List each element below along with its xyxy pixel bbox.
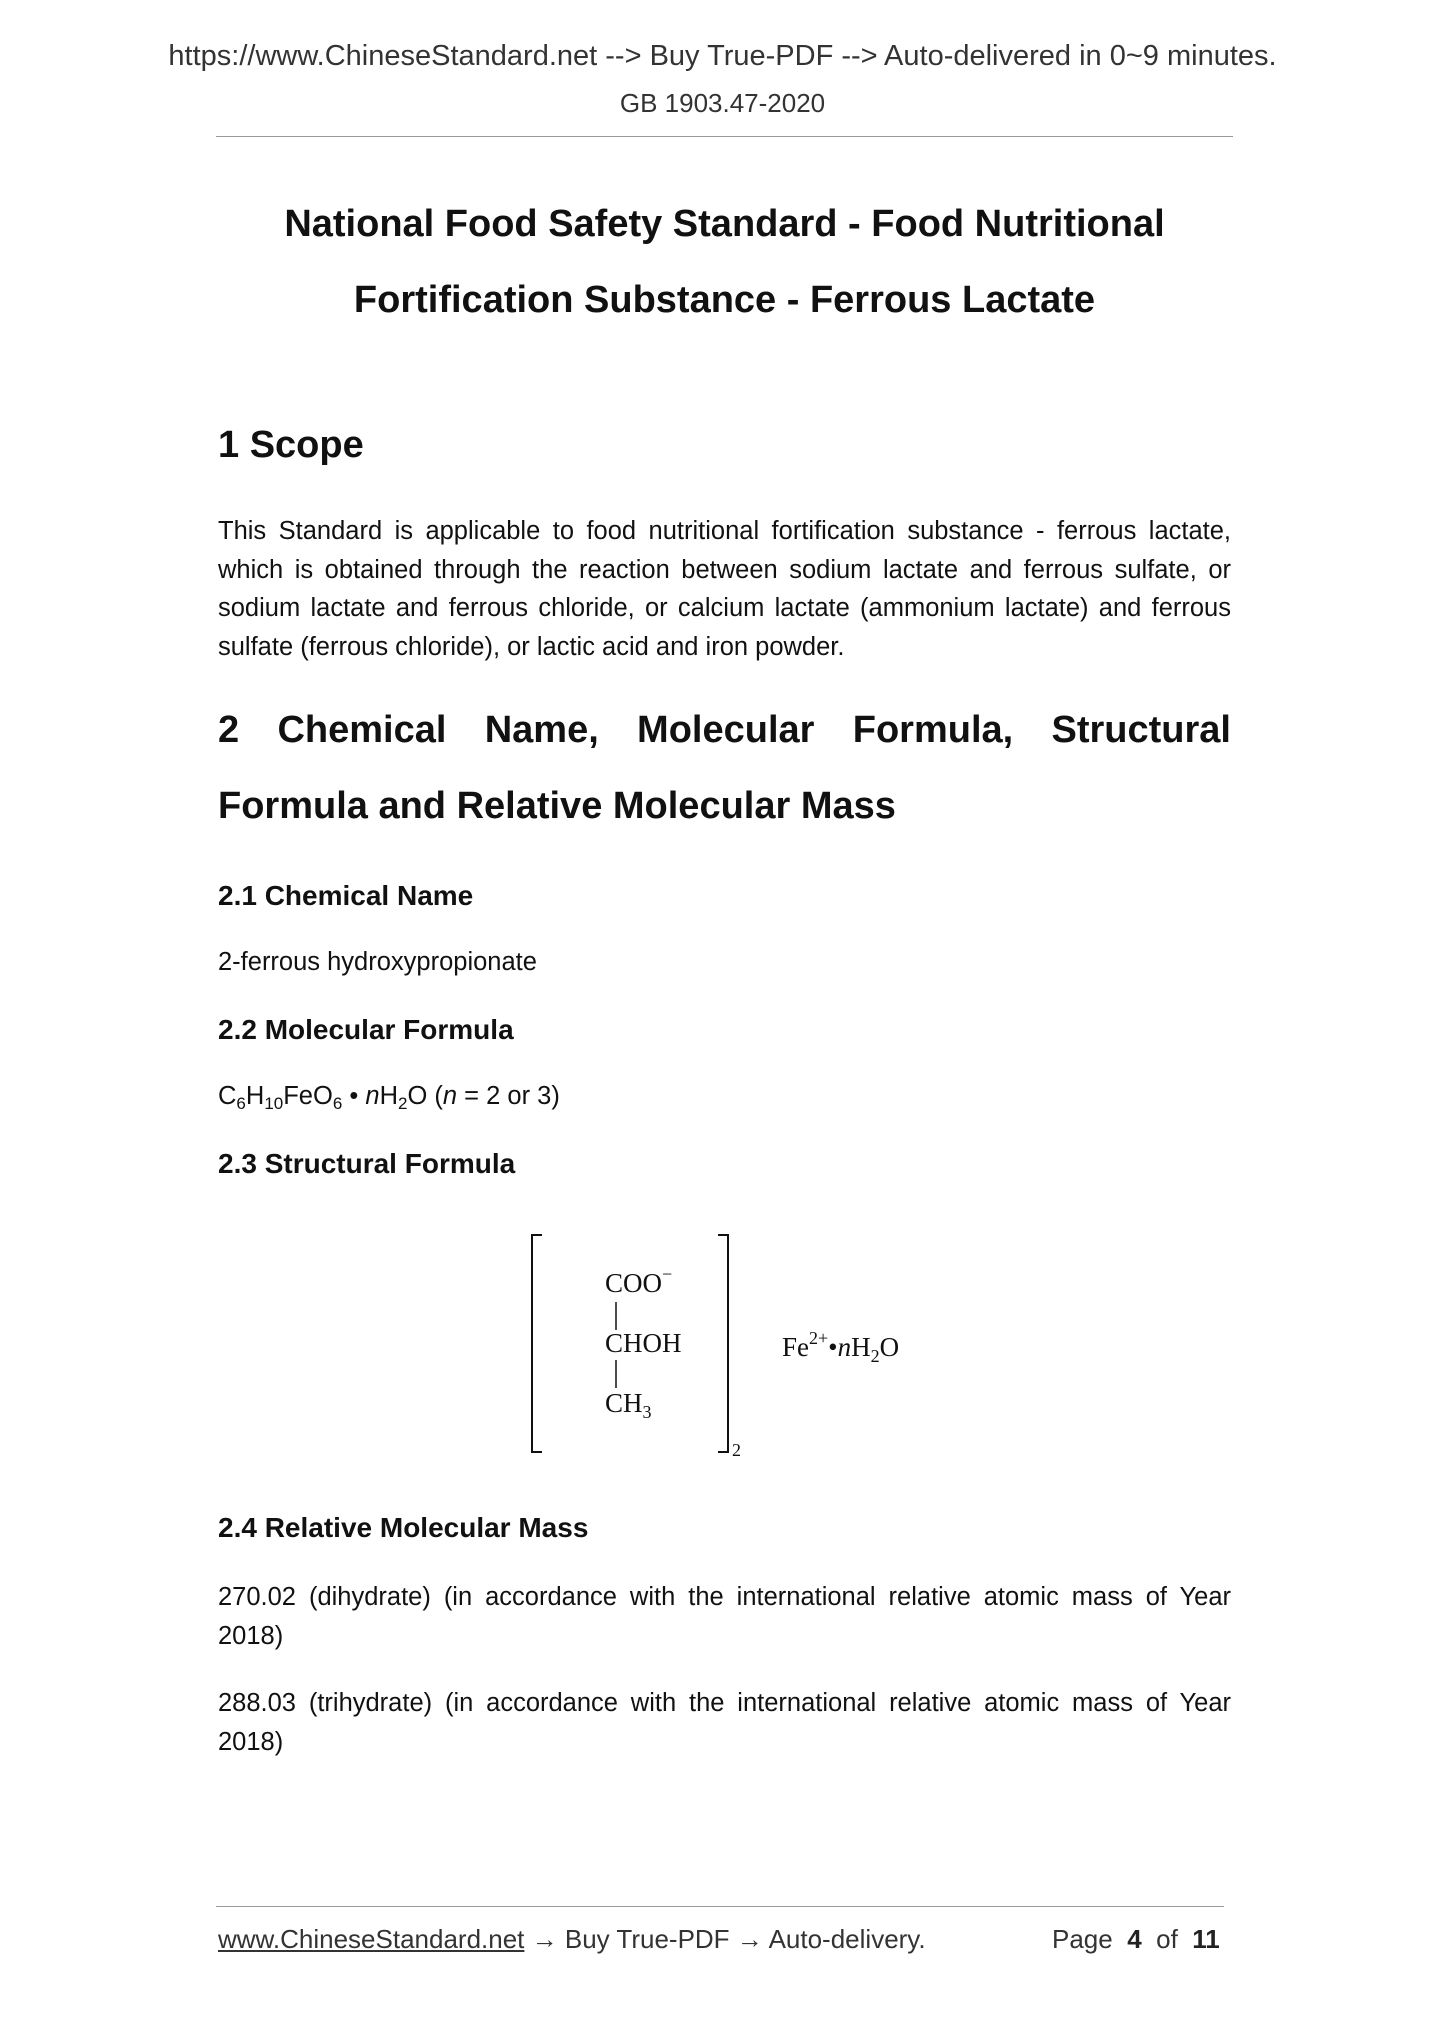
molecular-mass-trihydrate: 288.03 (trihydrate) (in accordance with the international relative atomic mass of Year 2018) (218, 1689, 1231, 1756)
formula-o: O ( (407, 1082, 443, 1110)
fe-charge: 2+ (809, 1328, 829, 1348)
group-ch3 (605, 1388, 652, 1422)
hydrate-n: n (837, 1332, 852, 1362)
molecular-mass-dihydrate: 270.02 (dihydrate) (in accordance with the international relative atomic mass of Year 2018) (218, 1583, 1231, 1650)
section-1-heading: 1 Scope (218, 424, 364, 466)
hydrate-dot: • (828, 1332, 838, 1362)
molecular-formula (218, 1082, 560, 1111)
formula-n-values: = 2 or 3) (457, 1082, 560, 1110)
section-2-2-heading: 2.2 Molecular Formula (218, 1014, 514, 1045)
formula-h2-sub: 2 (398, 1094, 408, 1113)
formula-h2: H (379, 1082, 399, 1110)
footer-website-link[interactable]: www.ChineseStandard.net (218, 1924, 525, 1954)
hydrate-o: O (879, 1332, 900, 1362)
page-number: 4 (1127, 1924, 1142, 1954)
ch-label: CH (605, 1388, 643, 1418)
coo-charge: − (662, 1264, 673, 1284)
formula-n: n (365, 1082, 380, 1110)
footer-divider (216, 1906, 1224, 1907)
coo-label: COO (605, 1268, 663, 1298)
formula-n-variable: n (442, 1082, 458, 1110)
formula-feo: FeO (283, 1082, 333, 1110)
group-choh: CHOH (605, 1328, 682, 1358)
section-1-body: This Standard is applicable to food nutritional fortification substance - ferrous lactate, which is obtained through the reaction between sodium lactate and ferrous sulfate, or sodium lactate and ferrous chloride, or calcium lactate (ammonium lactate) and ferrous sulfate (ferrous chloride), or lactic acid and iron powder. (218, 517, 1231, 661)
left-bracket (532, 1235, 542, 1452)
formula-c: C (218, 1082, 237, 1110)
iron-hydrate (782, 1328, 900, 1366)
title-line-1: National Food Safety Standard - Food Nutritional (284, 203, 1165, 245)
group-coo (605, 1264, 673, 1299)
page-indicator (1052, 1924, 1220, 1955)
section-2-3-heading: 2.3 Structural Formula (218, 1148, 516, 1179)
ch-sub: 3 (642, 1402, 652, 1422)
section-2-4-heading: 2.4 Relative Molecular Mass (218, 1512, 589, 1543)
section-2-heading-line-1: 2 Chemical Name, Molecular Formula, Structural (218, 709, 1231, 751)
document-title (216, 186, 1233, 338)
footer-promo-text: → Buy True-PDF → Auto-delivery. (524, 1924, 926, 1954)
hydrate-sub: 2 (870, 1346, 880, 1366)
standard-code: GB 1903.47-2020 (619, 88, 826, 118)
title-line-2: Fortification Substance - Ferrous Lactate (353, 279, 1096, 321)
hydrate-h: H (851, 1332, 871, 1362)
page-label: Page (1052, 1924, 1113, 1954)
right-bracket (718, 1235, 728, 1452)
formula-h-sub: 10 (264, 1094, 284, 1113)
chemical-name: 2-ferrous hydroxypropionate (218, 948, 537, 976)
page-total: 11 (1192, 1924, 1220, 1954)
header-url-line: https://www.ChineseStandard.net --> Buy True-PDF --> Auto-delivered in 0~9 minutes. (168, 40, 1277, 72)
formula-o-sub: 6 (332, 1094, 343, 1113)
header-divider (216, 136, 1233, 137)
section-2-1-heading: 2.1 Chemical Name (218, 880, 474, 911)
of-label: of (1156, 1924, 1178, 1954)
footer-promo (218, 1924, 926, 1955)
formula-c-sub: 6 (236, 1094, 246, 1113)
structural-formula (520, 1220, 940, 1470)
bracket-subscript: 2 (732, 1440, 741, 1460)
fe-label: Fe (782, 1332, 809, 1362)
section-2-heading-line-2: Formula and Relative Molecular Mass (218, 785, 896, 827)
formula-h: H (245, 1082, 265, 1110)
formula-dot: • (342, 1082, 366, 1110)
